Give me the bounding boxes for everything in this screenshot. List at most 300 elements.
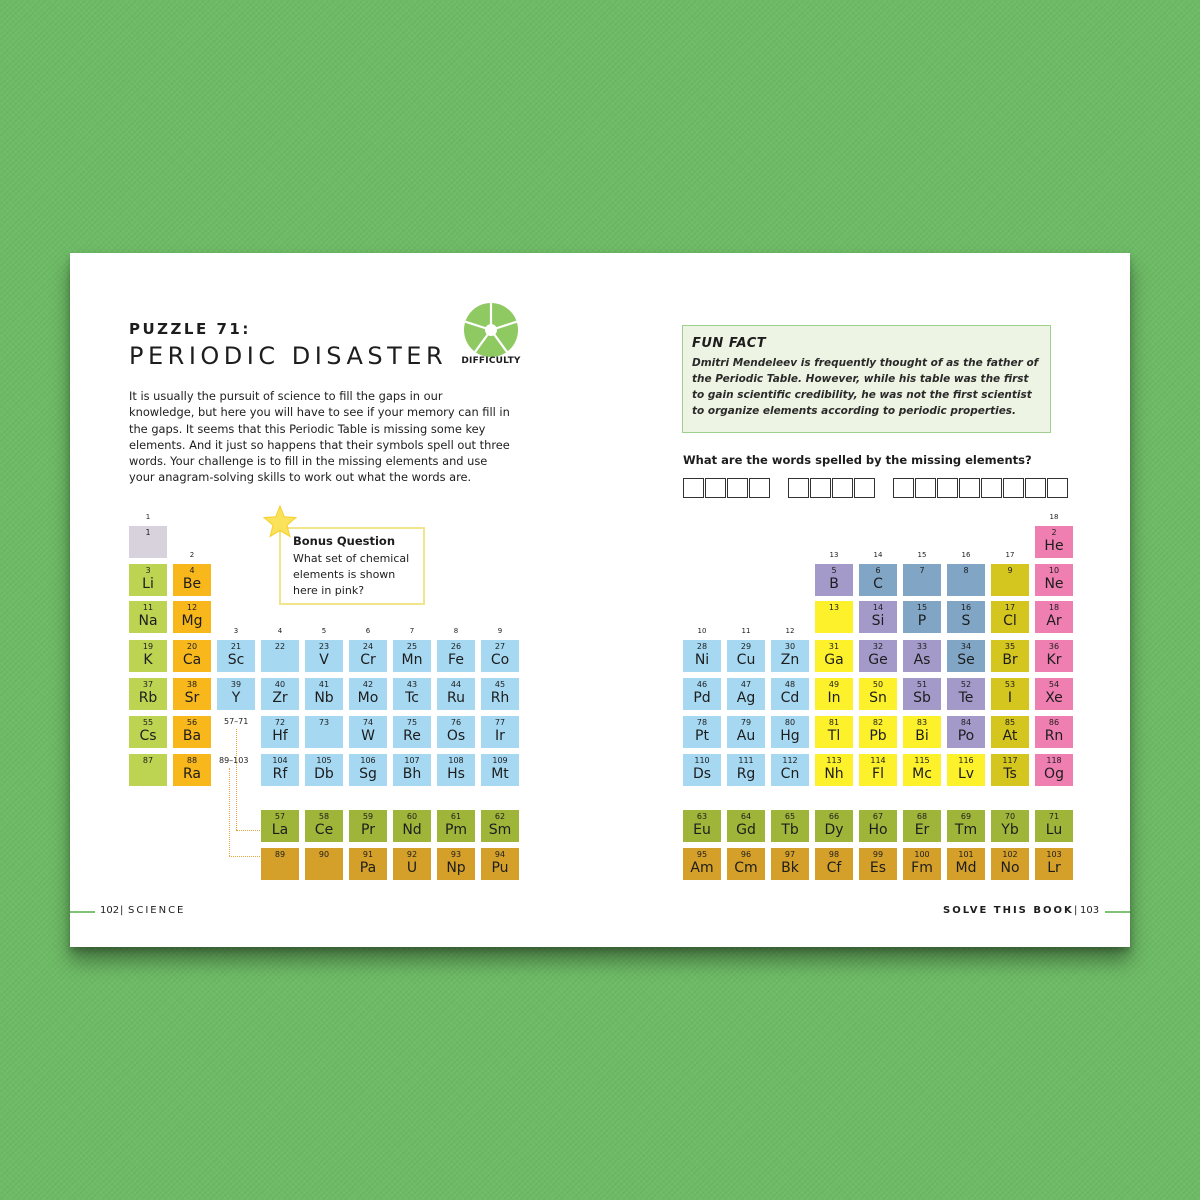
element-symbol: Ar (1046, 613, 1062, 629)
element-cell-102 (991, 848, 1029, 880)
atomic-number: 62 (494, 812, 506, 821)
atomic-number: 25 (406, 642, 418, 651)
element-cell-13 (815, 601, 853, 633)
element-symbol: Ga (824, 652, 844, 668)
element-cell-69 (947, 810, 985, 842)
element-symbol: Tm (954, 822, 978, 838)
element-cell-46 (683, 678, 721, 710)
element-cell-108 (437, 754, 475, 786)
atomic-number: 19 (142, 642, 154, 651)
element-cell-30 (771, 640, 809, 672)
element-cell-60 (393, 810, 431, 842)
atomic-number: 16 (960, 603, 972, 612)
atomic-number: 89 (274, 850, 286, 859)
atomic-number: 71 (1048, 812, 1060, 821)
answer-letter-box[interactable] (915, 478, 936, 498)
element-cell-85 (991, 716, 1029, 748)
atomic-number: 117 (1002, 756, 1018, 765)
atomic-number: 17 (1004, 603, 1016, 612)
element-cell-118 (1035, 754, 1073, 786)
atomic-number: 63 (696, 812, 708, 821)
element-cell-52 (947, 678, 985, 710)
atomic-number: 55 (142, 718, 154, 727)
atomic-number: 6 (875, 566, 881, 575)
answer-letter-box[interactable] (854, 478, 875, 498)
element-cell-37 (129, 678, 167, 710)
element-symbol: Fe (448, 652, 464, 668)
element-cell-5 (815, 564, 853, 596)
element-cell-101 (947, 848, 985, 880)
atomic-number: 1 (145, 528, 151, 537)
group-label-4: 4 (277, 627, 283, 635)
element-symbol: Dy (824, 822, 844, 838)
atomic-number: 3 (145, 566, 151, 575)
element-cell-64 (727, 810, 765, 842)
element-symbol: Te (958, 690, 974, 706)
answer-letter-box[interactable] (981, 478, 1002, 498)
element-symbol: B (829, 576, 839, 592)
element-cell-93 (437, 848, 475, 880)
answer-letter-box[interactable] (788, 478, 809, 498)
element-symbol: Sc (227, 652, 245, 668)
atomic-number: 67 (872, 812, 884, 821)
puzzle-number: PUZZLE 71: (129, 320, 251, 338)
element-symbol: Fl (872, 766, 884, 782)
element-symbol: Cf (826, 860, 842, 876)
answer-letter-box[interactable] (705, 478, 726, 498)
footer-rule-left (70, 911, 95, 913)
element-symbol: Ru (447, 690, 465, 706)
element-symbol: Tb (781, 822, 799, 838)
element-cell-87 (129, 754, 167, 786)
element-cell-8 (947, 564, 985, 596)
atomic-number: 114 (870, 756, 886, 765)
answer-letter-box[interactable] (1047, 478, 1068, 498)
atomic-number: 41 (318, 680, 330, 689)
atomic-number: 38 (186, 680, 198, 689)
element-cell-82 (859, 716, 897, 748)
atomic-number: 107 (404, 756, 420, 765)
lanthanide-range-label: 57–71 (224, 717, 249, 726)
element-symbol: Sg (359, 766, 377, 782)
element-symbol: Es (869, 860, 887, 876)
element-cell-115 (903, 754, 941, 786)
element-symbol: Pa (359, 860, 377, 876)
atomic-number: 103 (1046, 850, 1062, 859)
atomic-number: 109 (492, 756, 508, 765)
difficulty-icon (463, 302, 519, 358)
element-cell-92 (393, 848, 431, 880)
element-symbol: Ra (183, 766, 201, 782)
atomic-number: 69 (960, 812, 972, 821)
element-cell-50 (859, 678, 897, 710)
element-cell-54 (1035, 678, 1073, 710)
atomic-number: 106 (360, 756, 376, 765)
element-cell-42 (349, 678, 387, 710)
bonus-question-text: What set of chemical elements is shown here in pink? (293, 552, 410, 597)
element-cell-11 (129, 601, 167, 633)
element-cell-81 (815, 716, 853, 748)
atomic-number: 74 (362, 718, 374, 727)
element-symbol: Pu (491, 860, 509, 876)
element-symbol: Pt (695, 728, 709, 744)
answer-letter-box[interactable] (893, 478, 914, 498)
atomic-number: 86 (1048, 718, 1060, 727)
element-symbol: Ag (736, 690, 756, 706)
atomic-number: 44 (450, 680, 462, 689)
element-symbol: Y (231, 690, 241, 706)
element-symbol: K (143, 652, 153, 668)
atomic-number: 79 (740, 718, 752, 727)
atomic-number: 110 (694, 756, 710, 765)
element-symbol: Hg (780, 728, 800, 744)
footer-book-title: SOLVE THIS BOOK (943, 905, 1074, 916)
element-cell-26 (437, 640, 475, 672)
answer-letter-box[interactable] (683, 478, 704, 498)
atomic-number: 61 (450, 812, 462, 821)
element-symbol: Bk (781, 860, 799, 876)
group-label-11: 11 (741, 627, 751, 635)
atomic-number: 75 (406, 718, 418, 727)
element-cell-73 (305, 716, 343, 748)
element-cell-100 (903, 848, 941, 880)
element-symbol: Mt (491, 766, 509, 782)
element-cell-114 (859, 754, 897, 786)
element-cell-28 (683, 640, 721, 672)
element-symbol: Cn (780, 766, 800, 782)
group-label-6: 6 (365, 627, 371, 635)
element-cell-71 (1035, 810, 1073, 842)
element-symbol: Zr (272, 690, 288, 706)
element-symbol: Be (182, 576, 202, 592)
element-cell-21 (217, 640, 255, 672)
element-cell-89 (261, 848, 299, 880)
element-symbol: Ni (694, 652, 710, 668)
element-symbol: Mn (401, 652, 423, 668)
element-symbol: He (1044, 538, 1064, 554)
element-cell-90 (305, 848, 343, 880)
element-cell-99 (859, 848, 897, 880)
element-cell-32 (859, 640, 897, 672)
atomic-number: 15 (916, 603, 928, 612)
answer-letter-box[interactable] (810, 478, 831, 498)
element-cell-19 (129, 640, 167, 672)
element-symbol: Cm (734, 860, 758, 876)
element-cell-74 (349, 716, 387, 748)
footer-divider-right: | (1074, 905, 1078, 916)
element-cell-75 (393, 716, 431, 748)
element-cell-3 (129, 564, 167, 596)
element-cell-31 (815, 640, 853, 672)
atomic-number: 58 (318, 812, 330, 821)
element-symbol: Er (914, 822, 930, 838)
atomic-number: 96 (740, 850, 752, 859)
element-cell-49 (815, 678, 853, 710)
element-cell-106 (349, 754, 387, 786)
atomic-number: 28 (696, 642, 708, 651)
atomic-number: 11 (142, 603, 154, 612)
element-cell-45 (481, 678, 519, 710)
element-cell-9 (991, 564, 1029, 596)
element-symbol: V (319, 652, 329, 668)
atomic-number: 73 (318, 718, 330, 727)
element-cell-79 (727, 716, 765, 748)
element-cell-33 (903, 640, 941, 672)
element-symbol: Os (446, 728, 466, 744)
element-symbol: Gd (736, 822, 756, 838)
atomic-number: 53 (1004, 680, 1016, 689)
lanthanide-connector-h (236, 830, 260, 831)
element-cell-111 (727, 754, 765, 786)
atomic-number: 111 (738, 756, 754, 765)
element-symbol: In (827, 690, 841, 706)
element-symbol: As (913, 652, 931, 668)
element-cell-38 (173, 678, 211, 710)
element-symbol: Cs (139, 728, 157, 744)
element-symbol: Nb (314, 690, 334, 706)
element-symbol: Au (736, 728, 756, 744)
group-label-15: 15 (917, 551, 927, 559)
atomic-number: 60 (406, 812, 418, 821)
element-symbol: Zn (780, 652, 800, 668)
atomic-number: 100 (914, 850, 930, 859)
atomic-number: 8 (963, 566, 969, 575)
element-symbol: Xe (1045, 690, 1063, 706)
group-label-16: 16 (961, 551, 971, 559)
atomic-number: 50 (872, 680, 884, 689)
atomic-number: 24 (362, 642, 374, 651)
atomic-number: 59 (362, 812, 374, 821)
element-cell-43 (393, 678, 431, 710)
answer-letter-box[interactable] (959, 478, 980, 498)
element-symbol: At (1002, 728, 1018, 744)
atomic-number: 43 (406, 680, 418, 689)
element-cell-72 (261, 716, 299, 748)
group-label-17: 17 (1005, 551, 1015, 559)
element-symbol: Mc (912, 766, 932, 782)
element-symbol: Sr (184, 690, 200, 706)
atomic-number: 116 (958, 756, 974, 765)
puzzle-title: PERIODIC DISASTER (129, 342, 448, 370)
element-symbol: Md (955, 860, 977, 876)
atomic-number: 83 (916, 718, 928, 727)
atomic-number: 113 (826, 756, 842, 765)
element-cell-80 (771, 716, 809, 748)
element-symbol: Rb (138, 690, 158, 706)
footer-page-number-left: 102 (100, 905, 120, 916)
element-symbol: Ge (868, 652, 888, 668)
element-symbol: Ca (182, 652, 202, 668)
element-cell-6 (859, 564, 897, 596)
answer-letter-box[interactable] (1025, 478, 1046, 498)
answer-letter-box[interactable] (749, 478, 770, 498)
element-symbol: Hs (447, 766, 465, 782)
element-symbol: I (1007, 690, 1013, 706)
element-symbol: Rn (1044, 728, 1064, 744)
element-symbol: Rh (490, 690, 510, 706)
atomic-number: 70 (1004, 812, 1016, 821)
element-cell-86 (1035, 716, 1073, 748)
element-symbol: Co (490, 652, 510, 668)
atomic-number: 57 (274, 812, 286, 821)
element-symbol: Hf (272, 728, 288, 744)
element-cell-65 (771, 810, 809, 842)
footer-divider-left: | (120, 905, 124, 916)
element-cell-97 (771, 848, 809, 880)
element-cell-95 (683, 848, 721, 880)
element-cell-112 (771, 754, 809, 786)
atomic-number: 52 (960, 680, 972, 689)
atomic-number: 105 (316, 756, 332, 765)
element-cell-44 (437, 678, 475, 710)
atomic-number: 102 (1002, 850, 1018, 859)
atomic-number: 98 (828, 850, 840, 859)
element-symbol: U (406, 860, 418, 876)
element-cell-104 (261, 754, 299, 786)
element-symbol: Re (403, 728, 421, 744)
atomic-number: 40 (274, 680, 286, 689)
atomic-number: 4 (189, 566, 195, 575)
group-label-9: 9 (497, 627, 503, 635)
element-cell-14 (859, 601, 897, 633)
atomic-number: 80 (784, 718, 796, 727)
atomic-number: 95 (696, 850, 708, 859)
atomic-number: 101 (958, 850, 974, 859)
element-symbol: Ho (868, 822, 888, 838)
atomic-number: 76 (450, 718, 462, 727)
element-symbol: Ir (495, 728, 505, 744)
element-symbol: Cu (736, 652, 756, 668)
atomic-number: 66 (828, 812, 840, 821)
element-cell-55 (129, 716, 167, 748)
group-label-7: 7 (409, 627, 415, 635)
element-symbol: Yb (1001, 822, 1019, 838)
element-cell-27 (481, 640, 519, 672)
element-cell-70 (991, 810, 1029, 842)
atomic-number: 39 (230, 680, 242, 689)
element-symbol: Po (957, 728, 975, 744)
element-cell-107 (393, 754, 431, 786)
answer-letter-box[interactable] (727, 478, 748, 498)
element-symbol: Cd (780, 690, 800, 706)
atomic-number: 42 (362, 680, 374, 689)
element-cell-40 (261, 678, 299, 710)
group-label-1: 1 (145, 513, 151, 521)
atomic-number: 92 (406, 850, 418, 859)
group-label-12: 12 (785, 627, 795, 635)
group-label-2: 2 (189, 551, 195, 559)
element-cell-61 (437, 810, 475, 842)
answer-letter-box[interactable] (1003, 478, 1024, 498)
element-cell-16 (947, 601, 985, 633)
element-symbol: Tl (827, 728, 841, 744)
atomic-number: 56 (186, 718, 198, 727)
element-symbol: Og (1044, 766, 1064, 782)
fun-fact-title: FUN FACT (692, 336, 767, 351)
element-symbol: Ba (182, 728, 202, 744)
element-symbol: Nd (402, 822, 422, 838)
element-symbol: Mg (181, 613, 203, 629)
element-symbol: La (271, 822, 289, 838)
atomic-number: 29 (740, 642, 752, 651)
element-cell-117 (991, 754, 1029, 786)
element-cell-59 (349, 810, 387, 842)
group-label-14: 14 (873, 551, 883, 559)
bonus-question-title: Bonus Question (293, 534, 396, 548)
atomic-number: 2 (1051, 528, 1057, 537)
element-cell-23 (305, 640, 343, 672)
answer-letter-box[interactable] (832, 478, 853, 498)
element-symbol: Pm (444, 822, 468, 838)
atomic-number: 64 (740, 812, 752, 821)
actinide-connector (229, 768, 230, 856)
element-symbol: Li (142, 576, 154, 592)
atomic-number: 48 (784, 680, 796, 689)
atomic-number: 82 (872, 718, 884, 727)
atomic-number: 93 (450, 850, 462, 859)
atomic-number: 91 (362, 850, 374, 859)
element-cell-17 (991, 601, 1029, 633)
element-cell-2 (1035, 526, 1073, 558)
footer-rule-right (1105, 911, 1130, 913)
group-label-18: 18 (1049, 513, 1059, 521)
fun-fact-text: Dmitri Mendeleev is frequently thought of as the father of the Periodic Table. However, while his table was the first to gain scientific credibility, he was not the first scientist to organize elements according to periodic properties. (692, 357, 1039, 417)
element-cell-12 (173, 601, 211, 633)
atomic-number: 77 (494, 718, 506, 727)
atomic-number: 112 (782, 756, 798, 765)
element-symbol: C (873, 576, 883, 592)
element-symbol: Ce (314, 822, 334, 838)
element-symbol: No (1000, 860, 1020, 876)
atomic-number: 26 (450, 642, 462, 651)
atomic-number: 32 (872, 642, 884, 651)
atomic-number: 21 (230, 642, 242, 651)
element-cell-67 (859, 810, 897, 842)
element-symbol: Br (1002, 652, 1018, 668)
atomic-number: 72 (274, 718, 286, 727)
element-cell-103 (1035, 848, 1073, 880)
group-label-13: 13 (829, 551, 839, 559)
element-symbol: Lu (1045, 822, 1063, 838)
atomic-number: 13 (828, 603, 840, 612)
element-cell-48 (771, 678, 809, 710)
atomic-number: 90 (318, 850, 330, 859)
atomic-number: 7 (919, 566, 925, 575)
atomic-number: 99 (872, 850, 884, 859)
element-symbol: W (361, 728, 375, 744)
element-cell-77 (481, 716, 519, 748)
atomic-number: 31 (828, 642, 840, 651)
element-cell-94 (481, 848, 519, 880)
atomic-number: 87 (142, 756, 154, 765)
atomic-number: 49 (828, 680, 840, 689)
group-label-10: 10 (697, 627, 707, 635)
element-cell-56 (173, 716, 211, 748)
element-cell-68 (903, 810, 941, 842)
atomic-number: 30 (784, 642, 796, 651)
element-cell-10 (1035, 564, 1073, 596)
element-cell-96 (727, 848, 765, 880)
element-symbol: Tc (405, 690, 419, 706)
footer-section: SCIENCE (128, 905, 186, 916)
element-cell-76 (437, 716, 475, 748)
answer-letter-box[interactable] (937, 478, 958, 498)
atomic-number: 85 (1004, 718, 1016, 727)
element-symbol: Nh (824, 766, 844, 782)
element-symbol: Sb (913, 690, 931, 706)
atomic-number: 47 (740, 680, 752, 689)
atomic-number: 34 (960, 642, 972, 651)
